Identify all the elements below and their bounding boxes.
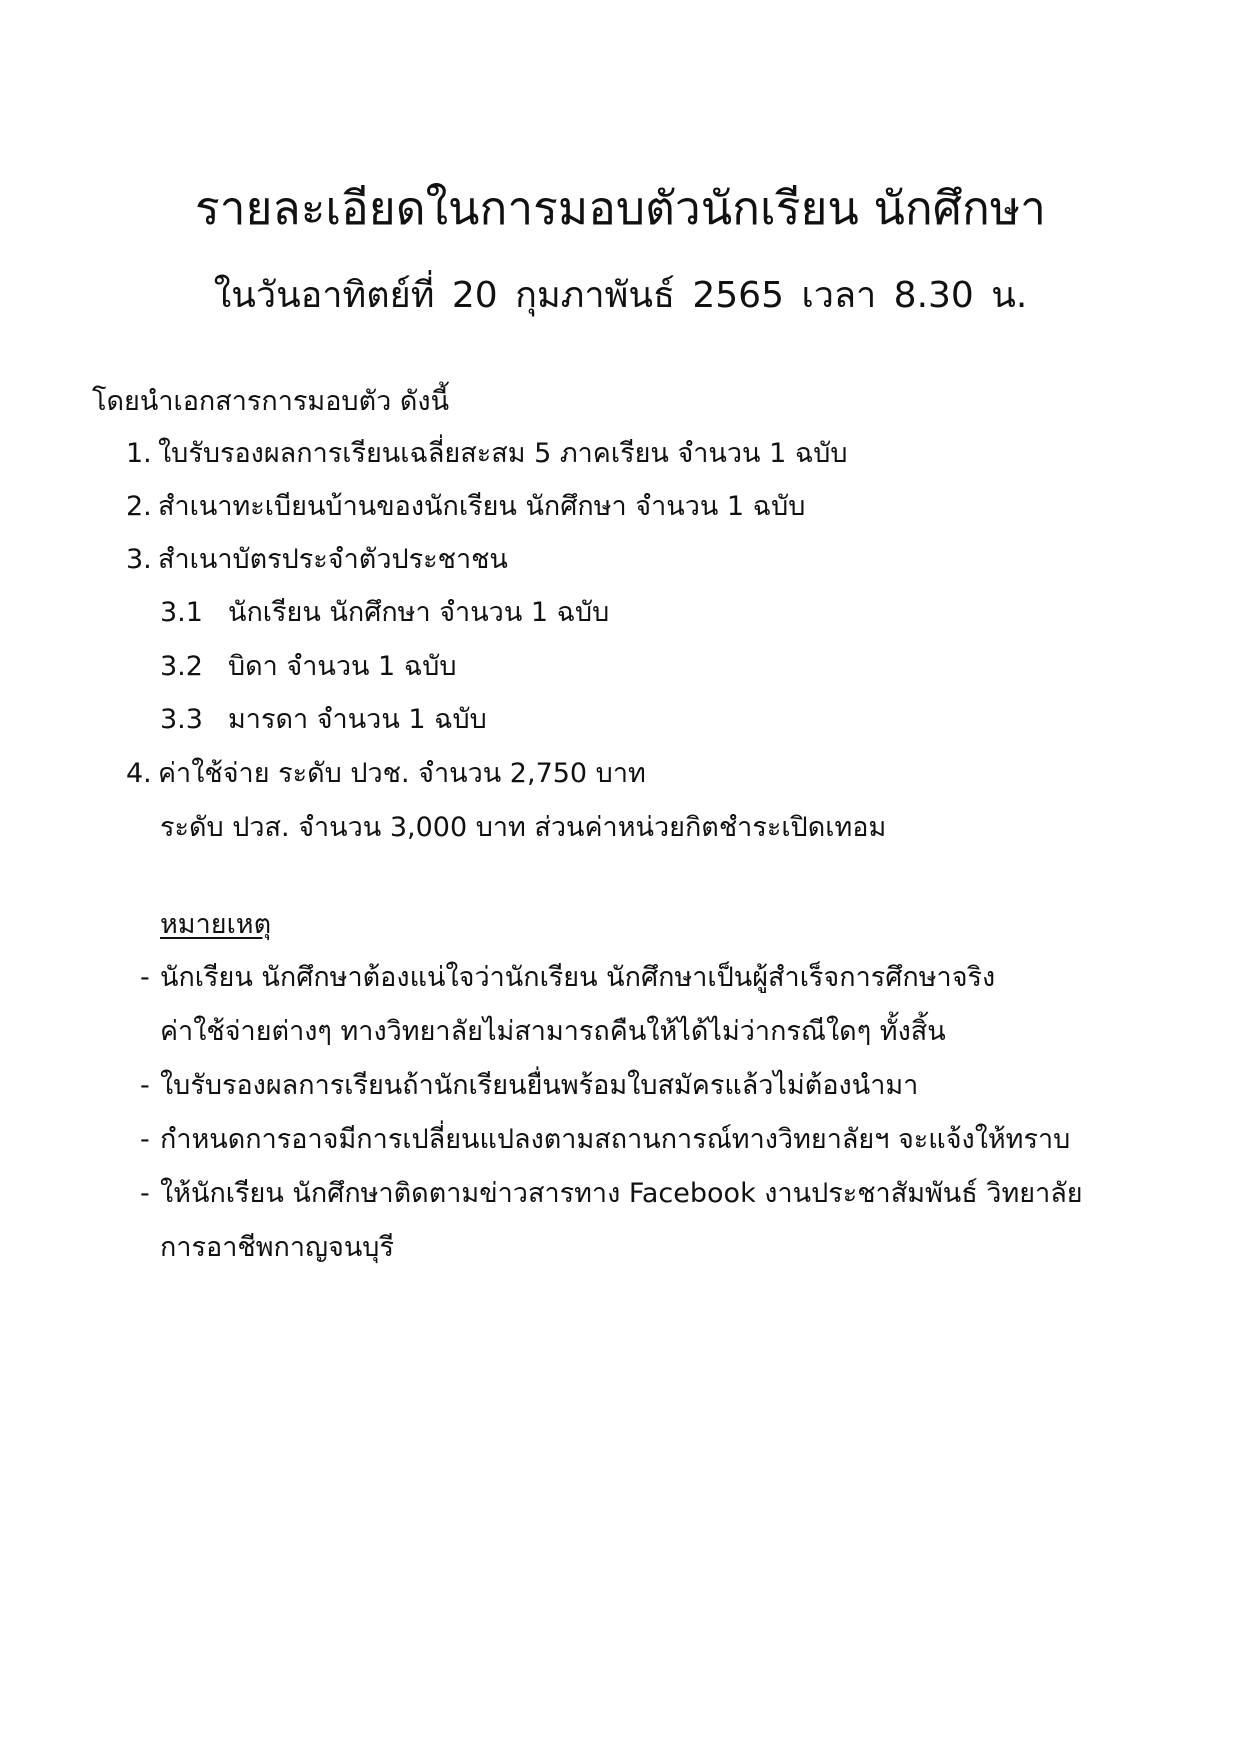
list-item-text: สำเนาทะเบียนบ้านของนักเรียน นักศึกษา จำนวน 1 ฉบับ (158, 491, 806, 522)
sublist-item-number: 3.3 (160, 704, 203, 735)
note-text-continuation: การอาชีพกาญจนบุรี (160, 1232, 394, 1263)
sublist-item-number: 3.1 (160, 597, 203, 628)
note-text: นักเรียน นักศึกษาต้องแน่ใจว่านักเรียน นักศึกษาเป็นผู้สำเร็จการศึกษาจริง (160, 962, 996, 993)
document-subtitle: ในวันอาทิตย์ที่ 20 กุมภาพันธ์ 2565 เวลา 8.30 น. (213, 275, 1028, 316)
note-text: ใบรับรองผลการเรียนถ้านักเรียนยื่นพร้อมใบสมัครแล้วไม่ต้องนำมา (160, 1070, 919, 1101)
sublist-item-text: บิดา จำนวน 1 ฉบับ (228, 651, 457, 682)
list-item-continuation: ระดับ ปวส. จำนวน 3,000 บาท ส่วนค่าหน่วยกิตชำระเปิดเทอม (160, 812, 887, 843)
sublist-item-text: นักเรียน นักศึกษา จำนวน 1 ฉบับ (228, 597, 610, 628)
note-bullet: - (140, 1178, 150, 1209)
list-item-number: 2. (126, 491, 152, 522)
note-heading: หมายเหตุ (160, 909, 272, 940)
note-bullet: - (140, 1124, 150, 1155)
note-text: กำหนดการอาจมีการเปลี่ยนแปลงตามสถานการณ์ทางวิทยาลัยฯ จะแจ้งให้ทราบ (160, 1124, 1071, 1155)
note-text-continuation: ค่าใช้จ่ายต่างๆ ทางวิทยาลัยไม่สามารถคืนให้ได้ไม่ว่ากรณีใดๆ ทั้งสิ้น (160, 1016, 946, 1047)
list-item-number: 1. (126, 438, 152, 469)
sublist-item-text: มารดา จำนวน 1 ฉบับ (228, 704, 487, 735)
note-bullet: - (140, 1070, 150, 1101)
list-item-text: สำเนาบัตรประจำตัวประชาชน (158, 544, 508, 575)
list-item-number: 3. (126, 544, 152, 575)
list-item-number: 4. (126, 758, 152, 789)
document-title: รายละเอียดในการมอบตัวนักเรียน นักศึกษา (195, 181, 1046, 235)
list-item-text: ค่าใช้จ่าย ระดับ ปวช. จำนวน 2,750 บาท (158, 758, 646, 789)
note-text: ให้นักเรียน นักศึกษาติดตามข่าวสารทาง Facebook งานประชาสัมพันธ์ วิทยาลัย (160, 1178, 1083, 1209)
intro-text: โดยนำเอกสารการมอบตัว ดังนี้ (92, 386, 450, 417)
note-bullet: - (140, 962, 150, 993)
sublist-item-number: 3.2 (160, 651, 203, 682)
list-item-text: ใบรับรองผลการเรียนเฉลี่ยสะสม 5 ภาคเรียน จำนวน 1 ฉบับ (158, 438, 848, 469)
